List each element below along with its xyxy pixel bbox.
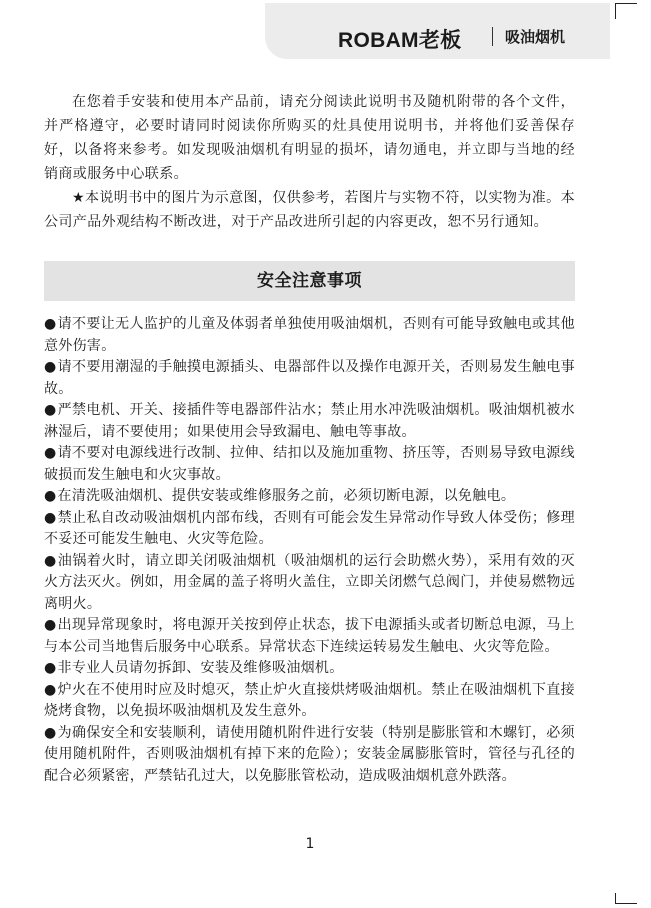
crop-mark-top-right-h <box>615 3 637 4</box>
list-item <box>44 486 575 508</box>
list-item-text: 请不要让无人监护的儿童及体弱者单独使用吸油烟机，否则有可能导致触电或其他意外伤害。 <box>44 316 575 354</box>
intro-paragraph: ★本说明书中的图片为示意图，仅供参考，若图片与实物不符，以实物为准。本公司产品外观结构不断改进，对于产品改进所引起的内容更改，恕不另行通知。 <box>44 190 575 230</box>
bullet-icon: ● <box>44 552 57 569</box>
brand-logo: ROBAM老板 <box>338 29 462 52</box>
list-item-text: 在清洗吸油烟机、提供安装或维修服务之前，必须切断电源，以免触电。 <box>57 488 516 504</box>
header-divider <box>492 27 493 46</box>
list-item <box>44 551 575 616</box>
list-item-text: 非专业人员请勿拆卸、安装及维修吸油烟机。 <box>57 660 344 676</box>
list-item-text: 禁止私自改动吸油烟机内部布线，否则有可能会发生异常动作导致人体受伤；修理不妥还可能发生触电、火灾等危险。 <box>44 509 575 547</box>
list-item <box>44 314 575 357</box>
list-item-text: 油锅着火时，请立即关闭吸油烟机（吸油烟机的运行会助燃火势），采用有效的灭火方法灭火。例如，用金属的盖子将明火盖住，立即关闭燃气总阀门，并使易燃物远离明火。 <box>44 552 575 612</box>
intro-paragraph: 在您着手安装和使用本产品前，请充分阅读此说明书及随机附带的各个文件，并严格遵守，必要时请同时阅读你所购买的灶具使用说明书，并将他们妥善保存好，以备将来参考。如发现吸油烟机有明显的损坏，请勿通电，并立即与当地的经销商或服务中心联系。 <box>44 94 575 182</box>
crop-mark-bottom-right-h <box>615 903 637 904</box>
bullet-icon: ● <box>44 316 57 332</box>
bullet-icon: ● <box>44 445 57 461</box>
list-item-text: 出现异常现象时，将电源开关按到停止状态，拔下电源插头或者切断总电源，马上与本公司当地售后服务中心联系。异常状态下连续运转易发生触电、火灾等危险。 <box>44 617 575 655</box>
bullet-icon: ● <box>44 617 57 633</box>
list-item <box>44 658 575 680</box>
bullet-icon: ● <box>44 488 57 504</box>
product-name: 吸油烟机 <box>505 28 566 46</box>
list-item <box>44 508 575 551</box>
intro-text <box>44 90 575 234</box>
list-item-text: 请不要对电源线进行改制、拉伸、结扣以及施加重物、挤压等，否则易导致电源线破损而发生触电和火灾事故。 <box>44 445 575 483</box>
crop-mark-top-right-v <box>615 3 616 19</box>
safety-notes-list <box>44 314 575 787</box>
section-header <box>44 261 575 301</box>
bullet-icon: ● <box>44 509 57 526</box>
list-item <box>44 723 575 788</box>
bullet-icon: ● <box>44 724 57 741</box>
list-item <box>44 443 575 486</box>
list-item <box>44 615 575 658</box>
bullet-icon: ● <box>44 359 57 375</box>
list-item <box>44 357 575 400</box>
bullet-icon: ● <box>44 402 57 418</box>
list-item-text: 为确保安全和安装顺利，请使用随机附件进行安装（特别是膨胀管和木螺钉，必须使用随机附件，否则吸油烟机有掉下来的危险）；安装金属膨胀管时，管径与孔径的配合必须紧密，严禁钻孔过大，以免膨胀管松动，造成吸油烟机意外跌落。 <box>44 724 575 784</box>
page-number: 1 <box>305 836 315 852</box>
list-item <box>44 400 575 443</box>
crop-mark-bottom-right-v <box>615 893 616 904</box>
bullet-icon: ● <box>44 681 57 698</box>
list-item <box>44 680 575 723</box>
list-item-text: 炉火在不使用时应及时熄灭，禁止炉火直接烘烤吸油烟机。禁止在吸油烟机下直接烧烤食物，以免损坏吸油烟机及发生意外。 <box>44 681 575 719</box>
list-item-text: 严禁电机、开关、接插件等电器部件沾水；禁止用水冲洗吸油烟机。吸油烟机被水淋湿后，请不要使用；如果使用会导致漏电、触电等事故。 <box>44 402 575 440</box>
section-title: 安全注意事项 <box>257 271 362 291</box>
list-item-text: 请不要用潮湿的手触摸电源插头、电器部件以及操作电源开关，否则易发生触电事故。 <box>44 359 575 397</box>
bullet-icon: ● <box>44 660 57 676</box>
